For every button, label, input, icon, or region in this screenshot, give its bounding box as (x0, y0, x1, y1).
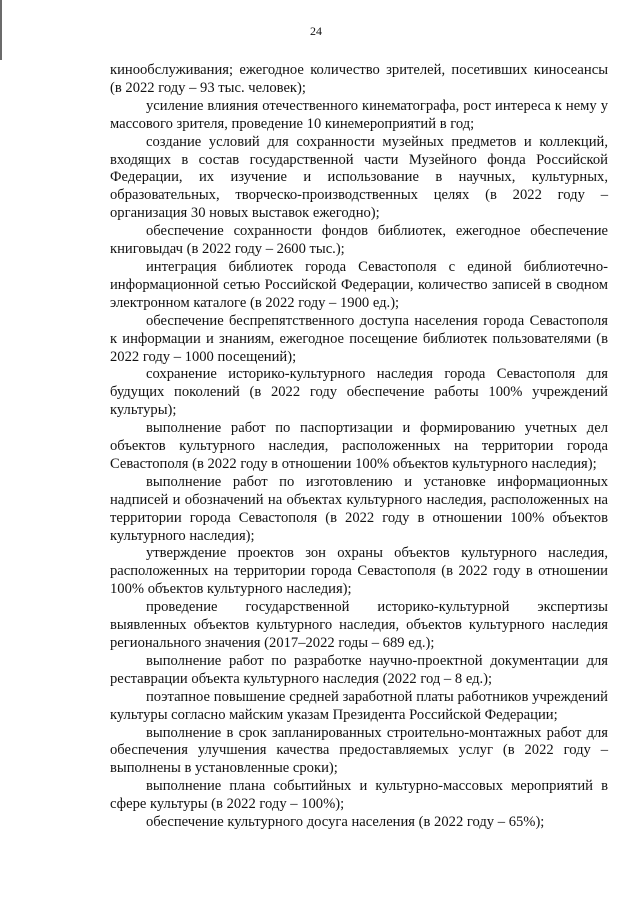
page-number: 24 (310, 24, 322, 38)
paragraph-1: кинообслуживания; ежегодное количество зрителей, посетивших киносеансы (в 2022 году – 93 тыс. человек); (110, 62, 608, 96)
paragraph-2: усиление влияния отечественного кинематографа, рост интереса к нему у массового зрителя, проведение 10 кинемероприятий в год; (110, 97, 608, 132)
paragraph-9: выполнение работ по изготовлению и установке информационных надписей и обозначений на объектах культурного наследия, расположенных на территории города Севастополя (в 2022 году в отношении 100% объектов культурного наследия); (110, 473, 608, 544)
paragraph-12: выполнение работ по разработке научно-проектной документации для реставрации объекта культурного наследия (2022 год – 8 ед.); (110, 652, 608, 687)
paragraph-4: обеспечение сохранности фондов библиотек, ежегодное обеспечение книговыдач (в 2022 году – 2600 тыс.); (110, 223, 608, 258)
paragraph-13: поэтапное повышение средней заработной платы работников учреждений культуры согласно майским указам Президента Российской Федерации; (110, 688, 608, 723)
paragraph-16: обеспечение культурного досуга населения (в 2022 году – 65%); (146, 814, 545, 831)
paragraph-11: проведение государственной историко-культурной экспертизы выявленных объектов культурного наследия, объектов культурного наследия регионального значения (2017–2022 годы – 689 ед.); (110, 599, 608, 651)
paragraph-5: интеграция библиотек города Севастополя с единой библиотечно-информационной сетью Российской Федерации, количество записей в сводном электронном каталоге (в 2022 году – 1900 ед.); (110, 258, 608, 311)
paragraph-3: создание условий для сохранности музейных предметов и коллекций, входящих в состав государственной части Музейного фонда Российской Федерации, их изучение и использование в научных, культурных, образовательных, творческо-производственных целях (в 2022 году – организация 30 новых выставок ежегодно); (110, 133, 608, 222)
paragraph-10: утверждение проектов зон охраны объектов культурного наследия, расположенных на территории города Севастополя (в 2022 году в отношении 100% объектов культурного наследия); (110, 545, 608, 598)
paragraph-7: сохранение историко-культурного наследия города Севастополя для будущих поколений (в 2022 году обеспечение работы 100% учреждений культуры); (110, 366, 608, 419)
paragraph-8: выполнение работ по паспортизации и формированию учетных дел объектов культурного наследия, расположенных на территории города Севастополя (в 2022 году в отношении 100% объектов культурного наследия); (110, 420, 608, 472)
paragraph-14: выполнение в срок запланированных строительно-монтажных работ для обеспечения улучшения качества предоставляемых услуг (в 2022 году – выполнены в установленные сроки); (110, 724, 608, 777)
paragraph-6: обеспечение беспрепятственного доступа населения города Севастополя к информации и знаниям, ежегодное посещение библиотек пользователями (в 2022 году – 1000 посещений); (110, 312, 608, 365)
paragraph-15: выполнение плана событийных и культурно-массовых мероприятий в сфере культуры (в 2022 году – 100%); (110, 778, 608, 813)
document-body (110, 62, 608, 832)
